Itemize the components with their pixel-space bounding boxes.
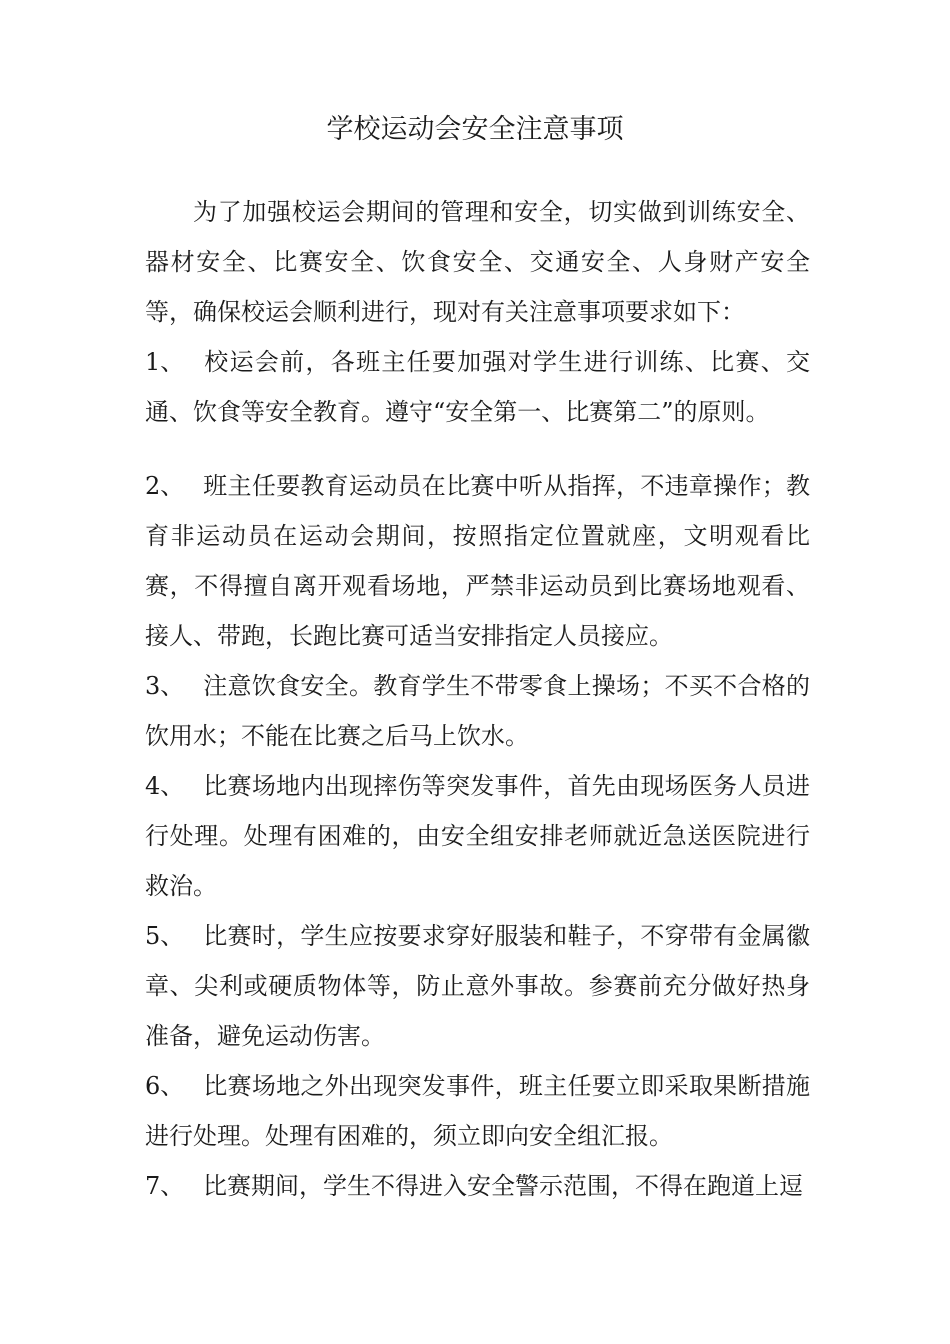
item-text: 比赛场地之外出现突发事件，班主任要立即采取果断措施进行处理。处理有困难的，须立即向安全组汇报。 (145, 1072, 810, 1150)
list-item-6 (145, 1061, 810, 1161)
list-item-5 (145, 911, 810, 1061)
item-number: 6、 (145, 1072, 185, 1100)
item-number: 1、 (145, 348, 185, 376)
document-title: 学校运动会安全注意事项 (326, 114, 624, 145)
item-number: 5、 (145, 922, 185, 950)
item-text: 班主任要教育运动员在比赛中听从指挥，不违章操作；教育非运动员在运动会期间，按照指定位置就座，文明观看比赛，不得擅自离开观看场地，严禁非运动员到比赛场地观看、接人、带跑，长跑比赛可适当安排指定人员接应。 (145, 472, 810, 650)
list-item-4 (145, 761, 810, 911)
item-text: 比赛期间，学生不得进入安全警示范围，不得在跑道上逗 (203, 1172, 803, 1200)
intro-paragraph: 为了加强校运会期间的管理和安全，切实做到训练安全、器材安全、比赛安全、饮食安全、交通安全、人身财产安全等，确保校运会顺利进行，现对有关注意事项要求如下： (145, 198, 810, 326)
document-body (145, 187, 810, 1211)
item-text: 比赛时，学生应按要求穿好服装和鞋子，不穿带有金属徽章、尖利或硬质物体等，防止意外事故。参赛前充分做好热身准备，避免运动伤害。 (145, 922, 810, 1050)
list-item-3 (145, 661, 810, 761)
item-text: 注意饮食安全。教育学生不带零食上操场；不买不合格的饮用水；不能在比赛之后马上饮水。 (145, 672, 810, 750)
item-text: 比赛场地内出现摔伤等突发事件，首先由现场医务人员进行处理。处理有困难的，由安全组安排老师就近急送医院进行救治。 (145, 772, 810, 900)
item-number: 4、 (145, 772, 185, 800)
list-item-2 (145, 461, 810, 661)
list-item-7 (145, 1161, 810, 1211)
item-number: 2、 (145, 472, 185, 500)
list-item-1 (145, 337, 810, 437)
item-number: 3、 (145, 672, 185, 700)
item-number: 7、 (145, 1172, 185, 1200)
item-text: 校运会前，各班主任要加强对学生进行训练、比赛、交通、饮食等安全教育。遵守“安全第一、比赛第二”的原则。 (145, 348, 810, 426)
